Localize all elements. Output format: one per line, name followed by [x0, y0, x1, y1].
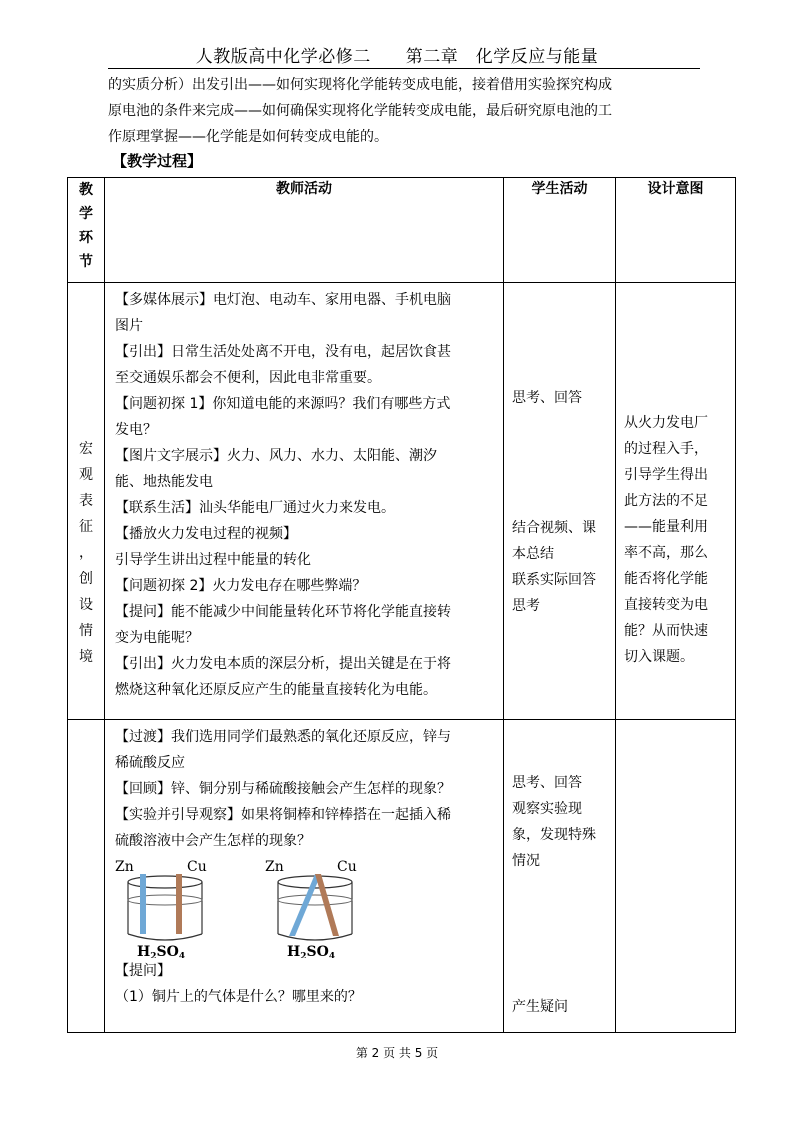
- page-header: 人教版高中化学必修二 第二章 化学反应与能量: [195, 47, 599, 67]
- teacher-line: 燃烧这种氧化还原反应产生的能量直接转化为电能。: [115, 682, 437, 698]
- stage-cell: [68, 283, 105, 720]
- intro-line: 原电池的条件来完成——如何确保实现将化学能转变成电能，最后研究原电池的工: [108, 103, 612, 119]
- student-line: 思考: [512, 598, 540, 614]
- table-header-row: [68, 178, 736, 283]
- teacher-line: 【过渡】我们选用同学们最熟悉的氧化还原反应，锌与: [115, 729, 451, 745]
- stage-char: ，: [79, 545, 93, 561]
- copper-rod: [176, 874, 182, 934]
- teacher-header: 教师活动: [105, 178, 504, 283]
- cu-label: Cu: [337, 859, 357, 875]
- teacher-line: （1）铜片上的气体是什么？哪里来的？: [115, 989, 362, 1005]
- stage-cell: [68, 720, 105, 1033]
- zn-label: Zn: [115, 859, 134, 875]
- student-line: 象，发现特殊: [512, 827, 596, 843]
- teacher-line: 引导学生讲出过程中能量的转化: [115, 552, 311, 568]
- student-line: 思考、回答: [512, 775, 582, 791]
- student-line: 本总结: [512, 546, 554, 562]
- teaching-process-table: [67, 177, 736, 1033]
- student-line: 产生疑问: [512, 999, 568, 1015]
- intro-line: 的实质分析）出发引出——如何实现将化学能转变成电能，接着借用实验探究构成: [108, 77, 612, 93]
- teacher-line: 稀硫酸反应: [115, 755, 185, 771]
- stage-char: 创: [79, 571, 93, 587]
- teacher-line: 【引出】火力发电本质的深层分析，提出关键是在于将: [115, 656, 451, 672]
- zinc-rod: [140, 874, 146, 934]
- header-rule: [108, 68, 700, 69]
- teacher-line: 至交通娱乐都会不便利，因此电非常重要。: [115, 370, 381, 386]
- stage-char: 表: [79, 493, 93, 509]
- teacher-line: 【多媒体展示】电灯泡、电动车、家用电器、手机电脑: [115, 292, 451, 308]
- zn-label: Zn: [265, 859, 284, 875]
- stage-char: 设: [79, 597, 93, 613]
- process-title: 【教学过程】: [112, 152, 203, 170]
- student-line: 思考、回答: [512, 390, 582, 406]
- stage-char: 征: [79, 519, 93, 535]
- design-cell: [616, 283, 736, 720]
- acid-formula: $H_2SO_4$: [287, 944, 336, 958]
- student-header: 学生活动: [504, 178, 616, 283]
- table-row: [68, 283, 736, 720]
- design-line: 率不高，那么: [624, 545, 708, 561]
- design-line: 切入课题。: [624, 649, 694, 665]
- design-line: ——能量利用: [624, 519, 708, 535]
- stage-header-char: 节: [79, 254, 93, 270]
- student-line: 情况: [512, 853, 540, 869]
- teacher-line: 【引出】日常生活处处离不开电，没有电，起居饮食甚: [115, 344, 451, 360]
- student-line: 联系实际回答: [512, 572, 596, 588]
- teacher-cell: [105, 283, 504, 720]
- teacher-line: 发电？: [115, 422, 157, 438]
- teacher-line: 【图片文字展示】火力、风力、水力、太阳能、潮汐: [115, 448, 437, 464]
- teacher-line: 变为电能呢？: [115, 630, 199, 646]
- beaker-separate-diagram: [115, 858, 215, 958]
- stage-char: 境: [79, 649, 93, 665]
- intro-line: 作原理掌握——化学能是如何转变成电能的。: [108, 129, 388, 145]
- teacher-line: 【实验并引导观察】如果将铜棒和锌棒搭在一起插入稀: [115, 807, 451, 823]
- experiment-figure: [115, 854, 497, 958]
- teacher-line: 【联系生活】汕头华能电厂通过火力来发电。: [115, 500, 395, 516]
- design-line: 的过程入手，: [624, 441, 708, 457]
- cu-label: Cu: [187, 859, 207, 875]
- design-line: 此方法的不足: [624, 493, 708, 509]
- teacher-line: 【提问】: [115, 963, 171, 979]
- page-footer: 第 2 页 共 5 页: [355, 1046, 439, 1060]
- student-line: 观察实验现: [512, 801, 582, 817]
- teacher-line: 【播放火力发电过程的视频】: [115, 526, 297, 542]
- design-line: 直接转变为电: [624, 597, 708, 613]
- teacher-line: 【问题初探 2】火力发电存在哪些弊端？: [115, 578, 367, 594]
- student-cell: [504, 283, 616, 720]
- stage-header-char: 学: [79, 206, 93, 222]
- teacher-line: 【问题初探 1】你知道电能的来源吗？我们有哪些方式: [115, 396, 451, 412]
- stage-char: 情: [79, 623, 93, 639]
- student-cell: [504, 720, 616, 1033]
- teacher-line: 【提问】能不能减少中间能量转化环节将化学能直接转: [115, 604, 451, 620]
- stage-header: [68, 178, 105, 283]
- stage-char: 宏: [79, 441, 93, 457]
- stage-char: 观: [79, 467, 93, 483]
- acid-formula: $H_2SO_4$: [137, 944, 186, 958]
- student-line: 结合视频、课: [512, 520, 596, 536]
- design-line: 从火力发电厂: [624, 415, 708, 431]
- design-line: 能否将化学能: [624, 571, 708, 587]
- design-line: 引导学生得出: [624, 467, 708, 483]
- design-header: 设计意图: [616, 178, 736, 283]
- beaker-touching-diagram: [265, 858, 365, 958]
- design-line: 能？从而快速: [624, 623, 708, 639]
- teacher-line: 【回顾】锌、铜分别与稀硫酸接触会产生怎样的现象？: [115, 781, 451, 797]
- teacher-line: 图片: [115, 318, 143, 334]
- teacher-line: 硫酸溶液中会产生怎样的现象？: [115, 833, 311, 849]
- stage-header-char: 环: [79, 230, 93, 246]
- design-cell: [616, 720, 736, 1033]
- teacher-cell: [105, 720, 504, 1033]
- teacher-line: 能、地热能发电: [115, 474, 213, 490]
- intro-paragraph: [108, 72, 708, 150]
- stage-header-char: 教: [79, 182, 93, 198]
- table-row: [68, 720, 736, 1033]
